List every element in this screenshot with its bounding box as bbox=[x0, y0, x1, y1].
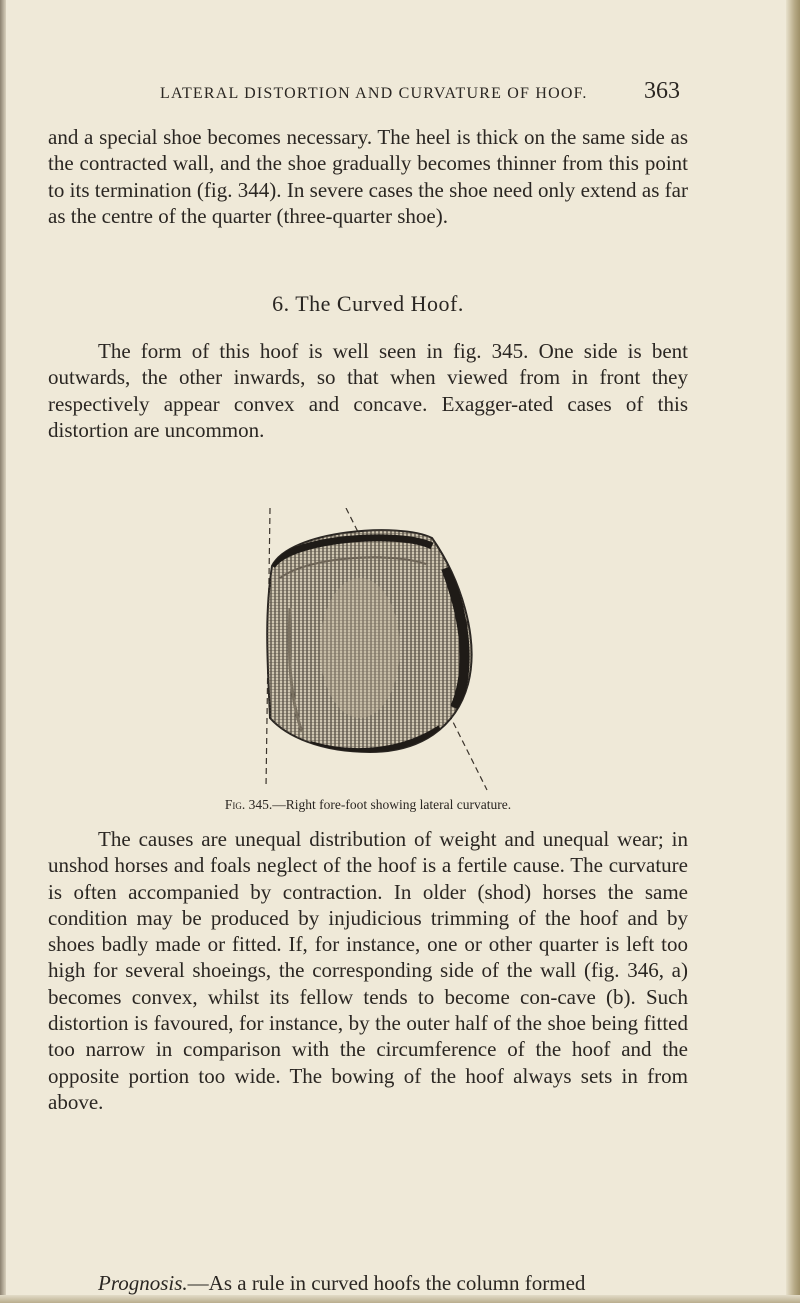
running-title: LATERAL DISTORTION AND CURVATURE OF HOOF. bbox=[160, 85, 588, 102]
page-edge-left bbox=[0, 0, 6, 1303]
paragraph-2: The form of this hoof is well seen in fig. 345. One side is bent outwards, the other inwards, so that when viewed from in front they respectively appear convex and concave. Exagger-ated cases of this distortion are uncommon. bbox=[48, 339, 688, 442]
paragraph-3: The causes are unequal distribution of weight and unequal wear; in unshod horses and foals neglect of the hoof is a fertile cause. The curvature is often accompanied by contraction. In older (shod) horses the same condition may be produced by injudicious trimming of the hoof and by shoes badly made or fitted. If, for instance, one or other quarter is left too high for several shoeings, the corresponding side of the wall (fig. 346, a) becomes convex, whilst its fellow tends to become con-cave (b). Such distortion is favoured, for instance, by the outer half of the shoe being fitted too narrow in comparison with the circumference of the hoof and the opposite portion too wide. The bowing of the hoof always sets in from above. bbox=[48, 827, 688, 1114]
paragraph-4-text: —As a rule in curved hoofs the column formed bbox=[187, 1271, 586, 1295]
paragraph-1: and a special shoe becomes necessary. The heel is thick on the same side as the contracted wall, and the shoe gradually becomes thinner from this point to its termination (fig. 344). In severe cases the shoe need only extend as far as the centre of the quarter (three-quarter shoe). bbox=[48, 125, 688, 228]
figure-label: Fig. 345. bbox=[224, 797, 273, 812]
prognosis-lead: Prognosis. bbox=[98, 1271, 188, 1295]
running-head bbox=[160, 78, 680, 105]
section-heading: 6. The Curved Hoof. bbox=[272, 291, 464, 316]
hoof-illustration bbox=[250, 508, 490, 793]
figure-caption-text: —Right fore-foot showing lateral curvature. bbox=[272, 797, 512, 812]
page-number: 363 bbox=[644, 78, 680, 104]
figure-caption bbox=[48, 797, 688, 813]
hoof-figure bbox=[250, 508, 490, 793]
paragraph-4 bbox=[48, 1270, 688, 1296]
page-edge-right bbox=[786, 0, 800, 1303]
